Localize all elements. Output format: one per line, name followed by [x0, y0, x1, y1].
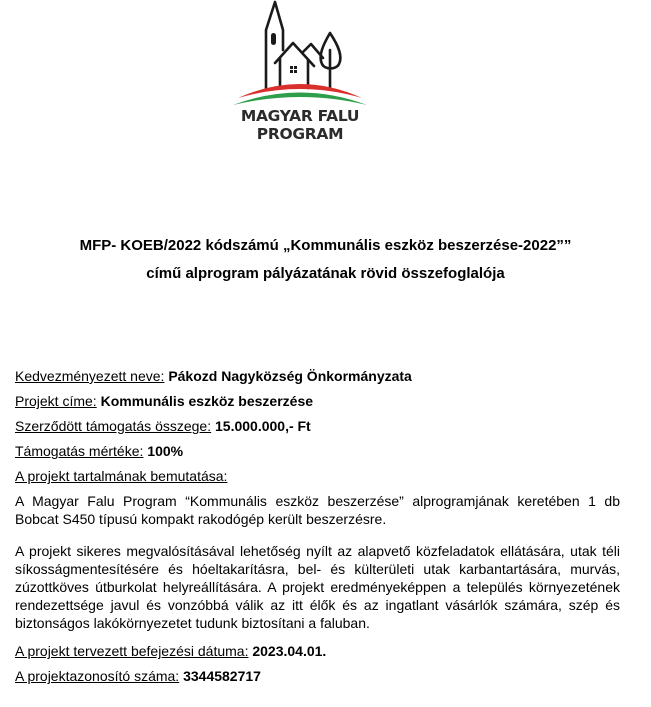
- grant-amount-value: 15.000.000,- Ft: [215, 418, 311, 434]
- project-title-field: [15, 393, 313, 410]
- completion-date-value: 2023.04.01.: [252, 643, 327, 659]
- project-id-label: A projektazonosító száma:: [15, 668, 180, 684]
- document-title-line1: MFP- KOEB/2022 kódszámú „Kommunális eszköz beszerzése-2022””: [79, 237, 572, 254]
- church-window: [271, 33, 276, 45]
- grant-rate-value: 100%: [147, 443, 184, 459]
- village-church-house-tree-icon: [230, 0, 370, 108]
- green-arc: [233, 93, 367, 106]
- logo-text-line2: PROGRAM: [256, 125, 344, 143]
- document-title-line2: című alprogram pályázatának rövid összefoglalója: [146, 265, 505, 282]
- description-paragraph-1: A Magyar Falu Program “Kommunális eszköz beszerzése” alprogramjának keretében 1 db Bobcat S450 típusú kompakt rakodógép került beszerzésre.: [15, 493, 620, 527]
- project-id-value: 3344582717: [183, 668, 261, 684]
- description-heading-label: A projekt tartalmának bemutatása:: [15, 468, 228, 484]
- house-window-icon: [290, 66, 297, 73]
- completion-date-label: A projekt tervezett befejezési dátuma:: [15, 643, 249, 659]
- grant-rate-field: [15, 443, 183, 460]
- project-title-label: Projekt címe:: [15, 393, 97, 409]
- logo-text-line1: MAGYAR FALU: [240, 107, 360, 125]
- beneficiary-field: [15, 368, 412, 385]
- description-paragraph-2: A projekt sikeres megvalósításával lehetőség nyílt az alapvető közfeladatok ellátására, utak téli síkosságmentesítésére és hóeltakarításra, bel- és külterületi utak karbantartására, murvás, zúzottköves útburkolat helyreállítására. A projekt eredményeképpen a település környezetének rendezettsége javul és vonzóbbá válik az itt élők és az ingatlant vásárlók számára, szép és biztonságos lakókörnyezetet tudunk biztosítani a faluban.: [15, 543, 620, 631]
- magyar-falu-program-logo: [230, 0, 370, 150]
- project-id-field: [15, 668, 261, 685]
- completion-date-field: [15, 643, 326, 660]
- project-title-value: Kommunális eszköz beszerzése: [100, 393, 314, 409]
- grant-amount-label: Szerződött támogatás összege:: [15, 418, 212, 434]
- beneficiary-value: Pákozd Nagyközség Önkormányzata: [168, 368, 412, 384]
- grant-amount-field: [15, 418, 311, 435]
- beneficiary-label: Kedvezményezett neve:: [15, 368, 165, 384]
- grant-rate-label: Támogatás mértéke:: [15, 443, 144, 459]
- description-heading: [15, 468, 227, 485]
